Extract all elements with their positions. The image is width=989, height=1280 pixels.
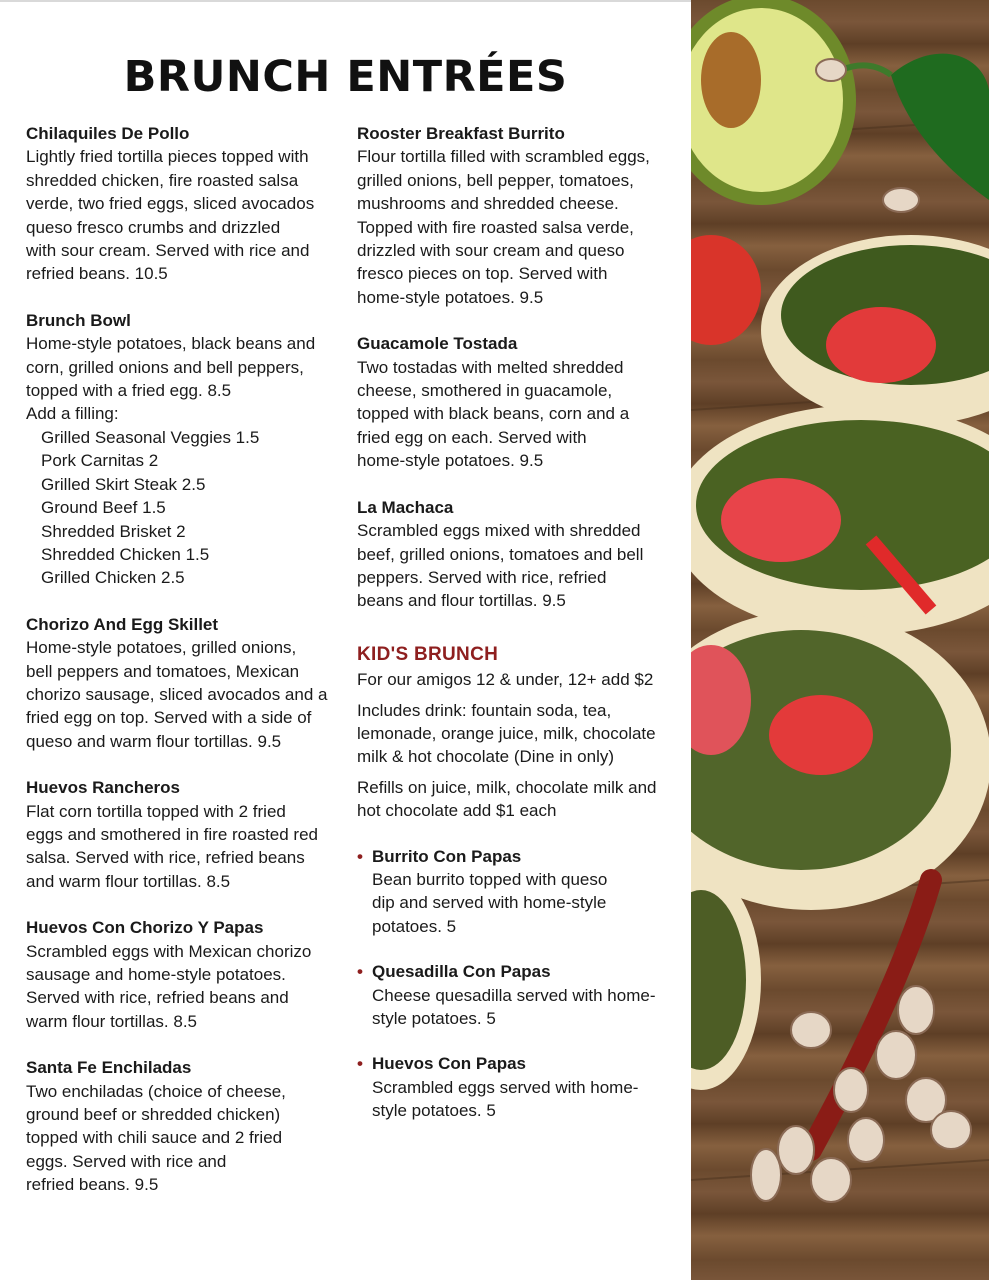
item-name: Quesadilla Con Papas	[372, 962, 551, 982]
menu-item	[26, 916, 344, 1033]
filling-option: Grilled Seasonal Veggies 1.5	[41, 427, 260, 447]
item-name: Chilaquiles De Pollo	[26, 124, 190, 143]
bullet-icon: •	[357, 1054, 363, 1074]
kids-item	[357, 1052, 675, 1122]
item-name: Guacamole Tostada	[357, 334, 518, 354]
menu-item	[26, 1056, 344, 1196]
item-description: Home-style potatoes, grilled onions, bell peppers and tomatoes, Mexican chorizo sausage, sliced avocados and a fried egg on top. Served with a side of queso and warm flour tortillas. 9.5	[26, 638, 328, 751]
item-description: Scrambled eggs mixed with shredded beef, grilled onions, tomatoes and bell peppers. Served with rice, refried beans and flour tortillas. 9.5	[357, 521, 644, 611]
kids-intro: For our amigos 12 & under, 12+ add $2	[357, 670, 654, 690]
kids-drinks: Includes drink: fountain soda, tea, lemonade, orange juice, milk, chocolate milk & hot chocolate (Dine in only)	[357, 700, 656, 767]
item-name: Brunch Bowl	[26, 310, 131, 330]
menu-item	[357, 496, 675, 613]
top-divider	[0, 0, 691, 2]
item-description: Flat corn tortilla topped with 2 fried eggs and smothered in fire roasted red salsa. Served with rice, refried beans and warm flour tortillas. 8.5	[26, 801, 319, 891]
item-description: Two tostadas with melted shredded cheese, smothered in guacamole, topped with black beans, corn and a fried egg on each. Served with home-style potatoes. 9.5	[357, 357, 630, 471]
kids-item	[357, 960, 675, 1030]
item-name: Chorizo And Egg Skillet	[26, 614, 219, 634]
item-description: Flour tortilla filled with scrambled eggs, grilled onions, bell pepper, tomatoes, mushrooms and shredded cheese. Topped with fire roasted salsa verde, drizzled with sour cream and queso fresco pieces on top. Served with home-style potatoes. 9.5	[357, 147, 650, 307]
item-description: Cheese quesadilla served with home- style potatoes. 5	[372, 985, 656, 1028]
left-column	[26, 122, 344, 1220]
filling-label: Add a filling:	[26, 404, 119, 424]
kids-refills: Refills on juice, milk, chocolate milk and hot chocolate add $1 each	[357, 777, 657, 821]
item-name: Huevos Rancheros	[26, 778, 180, 798]
bullet-icon: •	[357, 846, 363, 866]
menu-item	[357, 332, 675, 472]
item-description: Bean burrito topped with queso dip and served with home-style potatoes. 5	[372, 869, 608, 936]
filling-option: Shredded Chicken 1.5	[41, 544, 210, 564]
item-description: Scrambled eggs served with home- style potatoes. 5	[372, 1077, 639, 1121]
right-column	[357, 122, 675, 1145]
menu-item-brunch-bowl	[26, 309, 344, 590]
item-description: Two enchiladas (choice of cheese, ground beef or shredded chicken) topped with chili sauce and 2 fried eggs. Served with rice and refried beans. 9.5	[26, 1081, 286, 1195]
filling-list	[26, 426, 344, 590]
filling-option: Shredded Brisket 2	[41, 521, 186, 541]
menu-item	[357, 122, 675, 309]
kids-item-list	[357, 845, 675, 1123]
filling-option: Pork Carnitas 2	[41, 451, 159, 471]
item-name: Santa Fe Enchiladas	[26, 1058, 192, 1078]
page-title: BRUNCH ENTRÉES	[123, 52, 568, 102]
filling-option: Ground Beef 1.5	[41, 498, 166, 518]
kids-item	[357, 845, 675, 939]
item-name: Huevos Con Chorizo Y Papas	[26, 918, 264, 938]
bullet-icon: •	[357, 962, 363, 982]
item-description: Scrambled eggs with Mexican chorizo sausage and home-style potatoes. Served with rice, refried beans and warm flour tortillas. 8.5	[26, 941, 312, 1031]
item-name: Huevos Con Papas	[372, 1054, 526, 1074]
menu-item	[26, 776, 344, 893]
kids-section-title: KID'S BRUNCH	[357, 643, 499, 665]
item-description: Lightly fried tortilla pieces topped with shredded chicken, fire roasted salsa verde, two fried eggs, sliced avocados queso fresco crumbs and drizzled with sour cream. Served with rice and refried beans. 10.5	[26, 147, 315, 284]
item-name: Burrito Con Papas	[372, 846, 522, 866]
item-name: La Machaca	[357, 497, 454, 517]
menu-item	[26, 613, 344, 753]
menu-item	[26, 122, 344, 286]
tacos-illustration	[691, 0, 989, 1280]
filling-option: Grilled Chicken 2.5	[41, 568, 185, 588]
tacos-photo	[691, 0, 989, 1280]
item-name: Rooster Breakfast Burrito	[357, 124, 565, 143]
filling-option: Grilled Skirt Steak 2.5	[41, 474, 206, 494]
item-description: Home-style potatoes, black beans and corn, grilled onions and bell peppers, topped with a fried egg. 8.5	[26, 334, 316, 401]
